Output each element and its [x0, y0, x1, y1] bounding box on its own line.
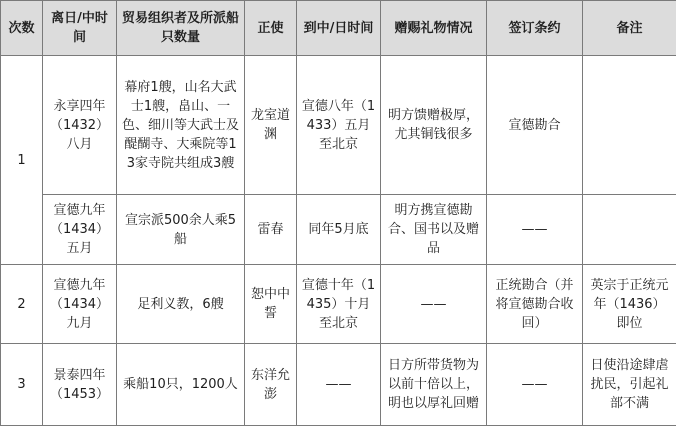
header-cell-no: 次数: [1, 1, 43, 56]
cell-treaty: 宣德勘合: [487, 56, 583, 195]
cell-depart: 宣德九年（1434）九月: [43, 265, 117, 344]
cell-gifts: 明方馈赠极厚，尤其铜钱很多: [381, 56, 487, 195]
header-cell-arrive: 到中/日时间: [297, 1, 381, 56]
cell-arrive: 宣德八年（1433）五月至北京: [297, 56, 381, 195]
cell-envoy: 雷春: [245, 195, 297, 265]
cell-organizer: 宣宗派500余人乘5船: [117, 195, 245, 265]
cell-arrive: 同年5月底: [297, 195, 381, 265]
table-row: [1, 56, 676, 195]
cell-no: 2: [1, 265, 43, 344]
cell-note: 日使沿途肆虐扰民，引起礼部不满: [583, 344, 676, 426]
cell-arrive: ——: [297, 344, 381, 426]
table-row: [1, 344, 676, 426]
cell-depart: 永享四年（1432）八月: [43, 56, 117, 195]
header-row: [1, 1, 676, 56]
header-cell-envoy: 正使: [245, 1, 297, 56]
cell-no: 1: [1, 56, 43, 265]
header-cell-treaty: 签订条约: [487, 1, 583, 56]
cell-depart: 宣德九年（1434）五月: [43, 195, 117, 265]
cell-depart: 景泰四年（1453）: [43, 344, 117, 426]
cell-envoy: 恕中中誓: [245, 265, 297, 344]
cell-gifts: ——: [381, 265, 487, 344]
cell-treaty: ——: [487, 195, 583, 265]
header-cell-organizer: 贸易组织者及所派船只数量: [117, 1, 245, 56]
cell-treaty: ——: [487, 344, 583, 426]
cell-envoy: 龙室道渊: [245, 56, 297, 195]
cell-treaty: 正统勘合（并将宣德勘合收回）: [487, 265, 583, 344]
cell-envoy: 东洋允澎: [245, 344, 297, 426]
cell-gifts: 日方所带货物为以前十倍以上，明也以厚礼回赠: [381, 344, 487, 426]
cell-note: [583, 56, 676, 195]
cell-note: 英宗于正统元年（1436）即位: [583, 265, 676, 344]
table-row: [1, 195, 676, 265]
cell-arrive: 宣德十年（1435）十月至北京: [297, 265, 381, 344]
cell-gifts: 明方携宣德勘合、国书以及赠品: [381, 195, 487, 265]
cell-no: 3: [1, 344, 43, 426]
header-cell-depart: 离日/中时间: [43, 1, 117, 56]
cell-organizer: 足利义教，6艘: [117, 265, 245, 344]
cell-organizer: 幕府1艘，山名大武士1艘，畠山、一色、细川等大武士及醍醐寺、大乘院等13家寺院共组成3艘: [117, 56, 245, 195]
cell-organizer: 乘船10只，1200人: [117, 344, 245, 426]
header-cell-gifts: 赠赐礼物情况: [381, 1, 487, 56]
header-cell-note: 备注: [583, 1, 676, 56]
cell-note: [583, 195, 676, 265]
table-row: [1, 265, 676, 344]
